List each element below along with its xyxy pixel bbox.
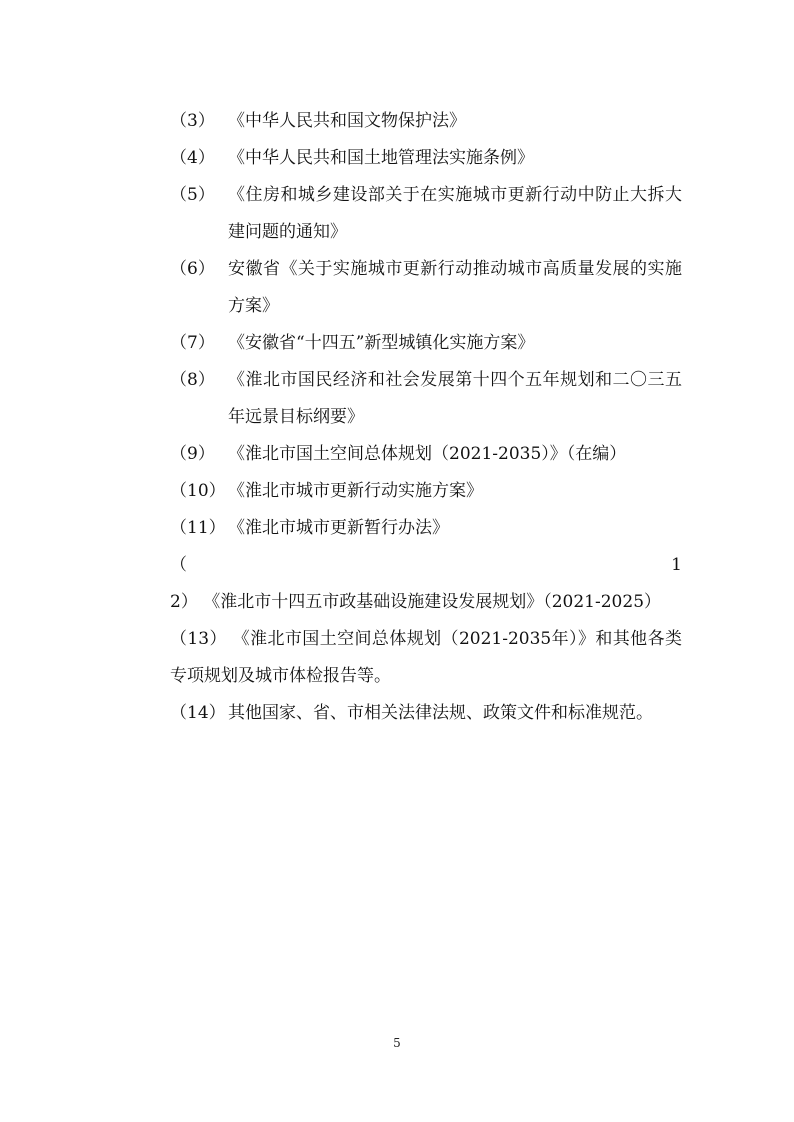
reference-number: （14） [170,703,226,723]
reference-text: 安徽省《关于实施城市更新行动推动城市高质量发展的实施方案》 [228,259,682,316]
reference-number: （13） [170,629,227,649]
reference-number: （6） [170,259,215,279]
reference-item-7 [170,325,682,362]
reference-text: 《中华人民共和国文物保护法》 [228,111,466,131]
reference-line [170,547,682,621]
reference-text: 《淮北市国土空间总体规划（2021-2035年）》和其他各类专项规划及城市体检报告等。 [170,629,682,686]
reference-item-12 [170,547,682,621]
reference-line [170,621,682,695]
reference-number: （11） [170,518,226,538]
reference-text: 《安徽省“十四五”新型城镇化实施方案》 [228,333,535,353]
reference-number: （5） [170,185,215,205]
reference-item-5 [170,177,682,251]
reference-text: 《中华人民共和国土地管理法实施条例》 [228,148,534,168]
reference-item-14 [170,695,682,732]
reference-text: 《淮北市城市更新行动实施方案》 [228,481,483,501]
reference-text: 《淮北市城市更新暂行办法》 [228,518,449,538]
reference-text: 《淮北市国民经济和社会发展第十四个五年规划和二〇三五年远景目标纲要》 [228,370,682,427]
reference-item-3 [170,103,682,140]
reference-text: 《淮北市十四五市政基础设施建设发展规划》（2021-2025） [203,592,662,612]
reference-number: （3） [170,111,215,131]
reference-text: 其他国家、省、市相关法律法规、政策文件和标准规范。 [228,703,653,723]
reference-number: （7） [170,333,215,353]
reference-item-6 [170,251,682,325]
page-number: 5 [393,1036,401,1050]
reference-item-4 [170,140,682,177]
reference-item-10 [170,473,682,510]
reference-text: 《淮北市国土空间总体规划（2021-2035）》（在编） [228,444,627,464]
reference-number: （10） [170,481,226,501]
reference-number: （8） [170,370,215,390]
reference-list [170,103,682,732]
reference-item-8 [170,362,682,436]
reference-number: （12） [170,555,682,612]
reference-number: （4） [170,148,215,168]
reference-number: （9） [170,444,215,464]
reference-item-11 [170,510,682,547]
reference-item-9 [170,436,682,473]
reference-item-13 [170,621,682,695]
reference-text: 《住房和城乡建设部关于在实施城市更新行动中防止大拆大建问题的通知》 [228,185,682,242]
